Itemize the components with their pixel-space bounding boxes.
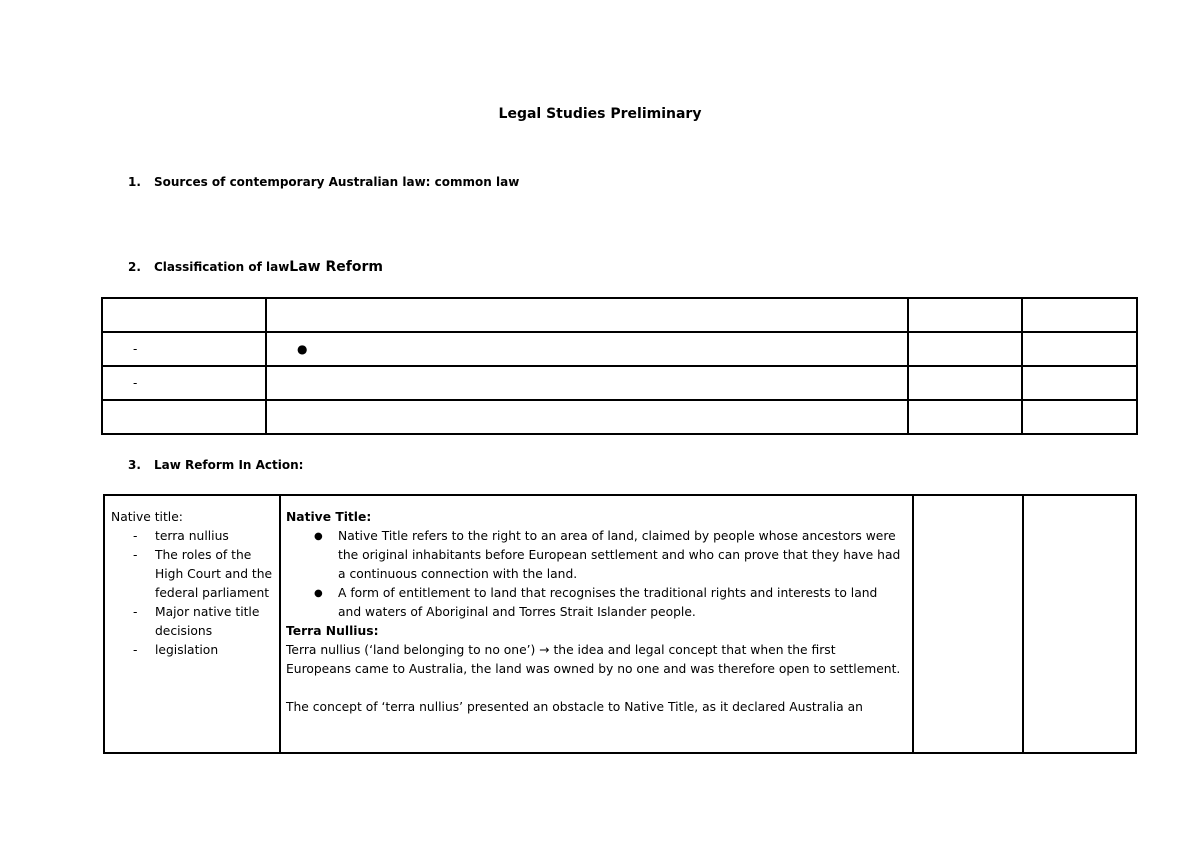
- section-text: Law Reform In Action:: [154, 458, 304, 472]
- table-cell: [1023, 495, 1136, 753]
- table-cell: [266, 298, 908, 332]
- section-number: 2.: [128, 260, 141, 274]
- dash-marker: -: [133, 643, 138, 657]
- native-title-heading: Native Title:: [286, 510, 372, 524]
- section-text: Classification of law: [154, 260, 290, 274]
- list-item: [111, 603, 275, 641]
- list-item: [111, 527, 275, 546]
- bullet-text: A form of entitlement to land that recognises the traditional rights and interests to land and waters of Aboriginal and Torres Strait Islander people.: [338, 586, 878, 619]
- section-heading-1: [128, 175, 519, 189]
- table-cell: [1022, 298, 1137, 332]
- table-cell: [102, 298, 266, 332]
- table-cell: [1022, 400, 1137, 434]
- table-row: [102, 400, 1137, 434]
- list-item: [111, 546, 275, 603]
- dash-marker: -: [133, 529, 138, 543]
- topic-list: [111, 527, 275, 660]
- table-cell: [908, 298, 1022, 332]
- table-cell: -: [102, 366, 266, 400]
- dash-marker: -: [133, 548, 138, 562]
- table-row: [102, 298, 1137, 332]
- list-item-text: legislation: [155, 643, 219, 657]
- table-cell: -: [102, 332, 266, 366]
- bullet-icon: ●: [314, 531, 323, 542]
- table-cell: [908, 332, 1022, 366]
- classification-table: [101, 297, 1138, 435]
- table-cell: [266, 400, 908, 434]
- table-cell: [102, 400, 266, 434]
- bullet-text: Native Title refers to the right to an area of land, claimed by people whose ancestors were the original inhabitants before European settlement and who can prove that they have had a continuous connection with the land.: [338, 529, 901, 581]
- section-heading-2: [128, 259, 383, 275]
- section-heading-3: [128, 458, 303, 472]
- native-title-bullets: [286, 527, 904, 622]
- section-number: 3.: [128, 458, 141, 472]
- law-reform-table: [103, 494, 1137, 754]
- list-item-text: The roles of the High Court and the federal parliament: [155, 548, 273, 600]
- list-item: [111, 641, 275, 660]
- table-cell: [1022, 366, 1137, 400]
- list-item-text: terra nullius: [155, 529, 229, 543]
- list-item: [286, 584, 904, 622]
- list-item: [286, 527, 904, 584]
- table-cell: [913, 495, 1023, 753]
- native-title-label: Native title:: [111, 510, 183, 524]
- topics-cell: [104, 495, 280, 753]
- table-row: [102, 366, 1137, 400]
- table-row: [102, 332, 1137, 366]
- table-cell: ●: [266, 332, 908, 366]
- table-cell: [908, 400, 1022, 434]
- bullet-icon: ●: [314, 588, 323, 599]
- list-item-text: Major native title decisions: [155, 605, 260, 638]
- terra-nullius-heading: Terra Nullius:: [286, 624, 379, 638]
- table-cell: [266, 366, 908, 400]
- document-title: Legal Studies Preliminary: [498, 106, 702, 122]
- table-cell: [1022, 332, 1137, 366]
- table-row: [104, 495, 1136, 753]
- table-cell: [908, 366, 1022, 400]
- terra-nullius-definition: Terra nullius (‘land belonging to no one’) → the idea and legal concept that when the first Europeans came to Australia, the land was owned by no one and was therefore open to settlement.: [286, 643, 901, 676]
- dash-marker: -: [133, 605, 138, 619]
- section-number: 1.: [128, 175, 141, 189]
- section-text: Sources of contemporary Australian law: common law: [154, 175, 520, 189]
- section-suffix: Law Reform: [289, 259, 383, 275]
- notes-cell: [280, 495, 913, 753]
- closing-paragraph: The concept of ‘terra nullius’ presented an obstacle to Native Title, as it declared Australia an: [286, 700, 863, 714]
